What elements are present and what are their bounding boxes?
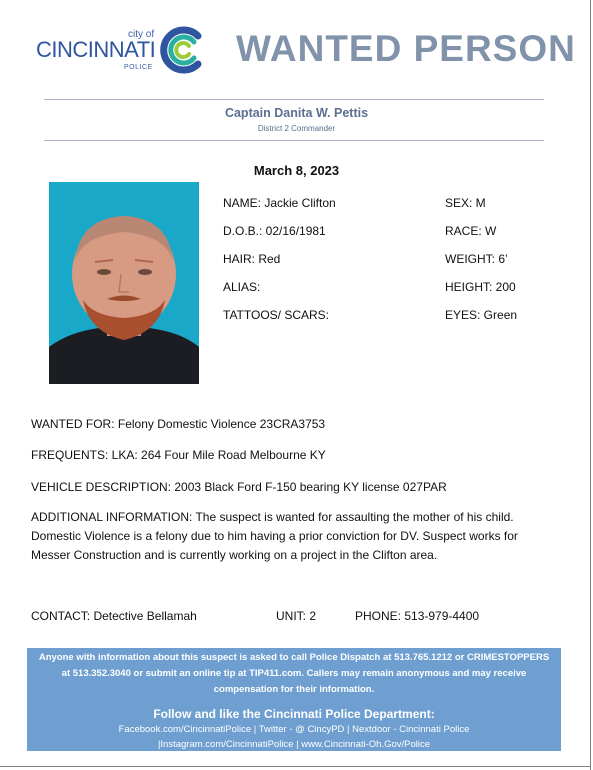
tip-banner	[27, 648, 561, 751]
suspect-race: RACE: W	[445, 224, 497, 238]
suspect-dob: D.O.B.: 02/16/1981	[223, 224, 326, 238]
contact-unit: UNIT: 2	[276, 609, 317, 623]
logo-dept-text: POLICE	[124, 64, 153, 71]
header-divider-bottom	[44, 140, 544, 141]
page-border-bottom	[0, 766, 591, 767]
logo-c-icon	[158, 26, 206, 74]
suspect-sex: SEX: M	[445, 196, 486, 210]
commander-role: District 2 Commander	[257, 124, 336, 133]
suspect-height: HEIGHT: 200	[445, 280, 516, 294]
social-links[interactable]: Facebook.com/CincinnatiPolice | Twitter - @ CincyPD | Nextdoor - Cincinnati Police |Instagram.com/CincinnatiPolice | www.Cincinnati-Oh.Gov/Police	[118, 724, 470, 750]
follow-heading: Follow and like the Cincinnati Police Department:	[153, 707, 435, 721]
commander-name: Captain Danita W. Pettis	[224, 106, 369, 120]
wanted-for: WANTED FOR: Felony Domestic Violence 23CRA3753	[31, 417, 326, 431]
suspect-photo	[49, 182, 199, 384]
logo-city-name: CINCINNATI	[36, 37, 156, 62]
suspect-hair: HAIR: Red	[223, 252, 281, 266]
frequents: FREQUENTS: LKA: 264 Four Mile Road Melbourne KY	[31, 448, 326, 462]
header-divider-top	[44, 99, 544, 100]
suspect-name: NAME: Jackie Clifton	[223, 196, 336, 210]
contact-phone: PHONE: 513-979-4400	[355, 609, 480, 623]
suspect-tattoos: TATTOOS/ SCARS:	[223, 308, 330, 322]
tip-text: Anyone with information about this suspect is asked to call Police Dispatch at 513.765.1212 or CRIMESTOPPERS at 513.352.3040 or submit an online tip at TIP411.com. Callers may remain anonymous and may receive compensation for their information.	[38, 652, 550, 695]
cincinnati-police-logo	[36, 26, 208, 78]
suspect-eyes: EYES: Green	[445, 308, 518, 322]
notice-date: March 8, 2023	[253, 163, 340, 178]
suspect-alias: ALIAS:	[223, 280, 261, 294]
contact-detective: CONTACT: Detective Bellamah	[31, 609, 197, 623]
suspect-weight: WEIGHT: 6’	[445, 252, 508, 266]
page-title: WANTED PERSON	[236, 28, 576, 69]
suspect-photo-image	[49, 182, 199, 384]
logo-city-text: city of	[128, 29, 155, 40]
vehicle-description: VEHICLE DESCRIPTION: 2003 Black Ford F-150 bearing KY license 027PAR	[31, 480, 447, 494]
additional-information: ADDITIONAL INFORMATION: The suspect is wanted for assaulting the mother of his child. Domestic Violence is a felony due to him having a prior conviction for DV. Suspect works for Messer Construction and is currently working on a project in the Clifton area.	[31, 510, 518, 562]
